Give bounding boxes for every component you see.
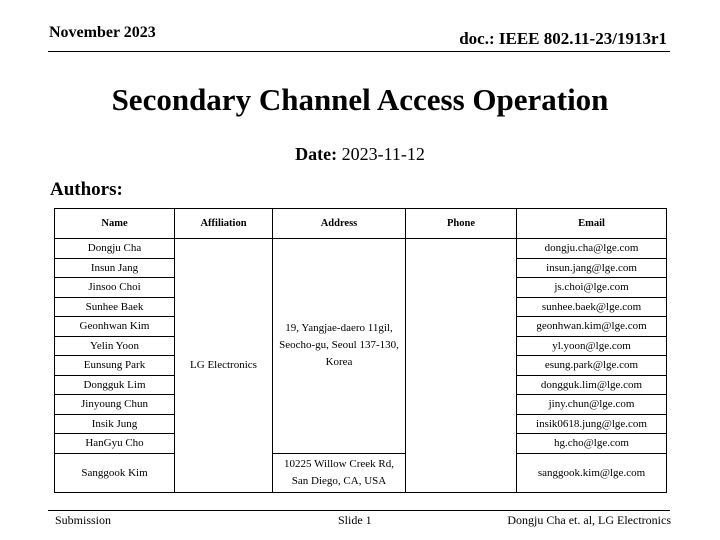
table-row: [55, 239, 667, 259]
author-name: Jinsoo Choi: [55, 278, 175, 298]
author-email: insik0618.jung@lge.com: [517, 414, 667, 434]
author-name: Dongguk Lim: [55, 375, 175, 395]
column-header-email: Email: [517, 209, 667, 239]
slide-title: Secondary Channel Access Operation: [111, 82, 609, 117]
header-date: November 2023: [49, 24, 156, 41]
author-email: sunhee.baek@lge.com: [517, 297, 667, 317]
date-value: 2023-11-12: [341, 144, 425, 164]
author-email: dongguk.lim@lge.com: [517, 375, 667, 395]
author-name: Insun Jang: [55, 258, 175, 278]
date-label: Date:: [295, 144, 338, 164]
author-name: Insik Jung: [55, 414, 175, 434]
author-name: HanGyu Cho: [55, 434, 175, 454]
column-header-affiliation: Affiliation: [175, 209, 273, 239]
footer-author: Dongju Cha et. al, LG Electronics: [507, 513, 671, 527]
footer-submission: Submission: [55, 513, 112, 527]
author-name: Yelin Yoon: [55, 336, 175, 356]
author-name: Eunsung Park: [55, 356, 175, 376]
author-email: dongju.cha@lge.com: [517, 239, 667, 259]
author-name: Dongju Cha: [55, 239, 175, 259]
header-doc-id: doc.: IEEE 802.11-23/1913r1: [459, 29, 667, 48]
footer-slide-number: Slide 1: [338, 513, 372, 527]
author-address: 10225 Willow Creek Rd, San Diego, CA, USA: [273, 453, 406, 492]
column-header-address: Address: [273, 209, 406, 239]
author-affiliation: LG Electronics: [175, 239, 273, 493]
author-email: hg.cho@lge.com: [517, 434, 667, 454]
author-email: jiny.chun@lge.com: [517, 395, 667, 415]
author-email: insun.jang@lge.com: [517, 258, 667, 278]
header-divider: [48, 51, 670, 52]
author-email: yl.yoon@lge.com: [517, 336, 667, 356]
date-line: [0, 144, 720, 165]
authors-table: [54, 208, 667, 493]
author-name: Jinyoung Chun: [55, 395, 175, 415]
footer-divider: [48, 510, 670, 511]
author-phone: [406, 239, 517, 493]
author-name: Sunhee Baek: [55, 297, 175, 317]
column-header-name: Name: [55, 209, 175, 239]
author-address: 19, Yangjae-daero 11gil, Seocho-gu, Seoul 137-130, Korea: [273, 239, 406, 454]
author-email: js.choi@lge.com: [517, 278, 667, 298]
author-email: sanggook.kim@lge.com: [517, 453, 667, 492]
author-name: Geonhwan Kim: [55, 317, 175, 337]
authors-label: Authors:: [50, 179, 123, 200]
table-header-row: [55, 209, 667, 239]
column-header-phone: Phone: [406, 209, 517, 239]
author-name: Sanggook Kim: [55, 453, 175, 492]
table-row: [55, 453, 667, 492]
author-email: esung.park@lge.com: [517, 356, 667, 376]
author-email: geonhwan.kim@lge.com: [517, 317, 667, 337]
